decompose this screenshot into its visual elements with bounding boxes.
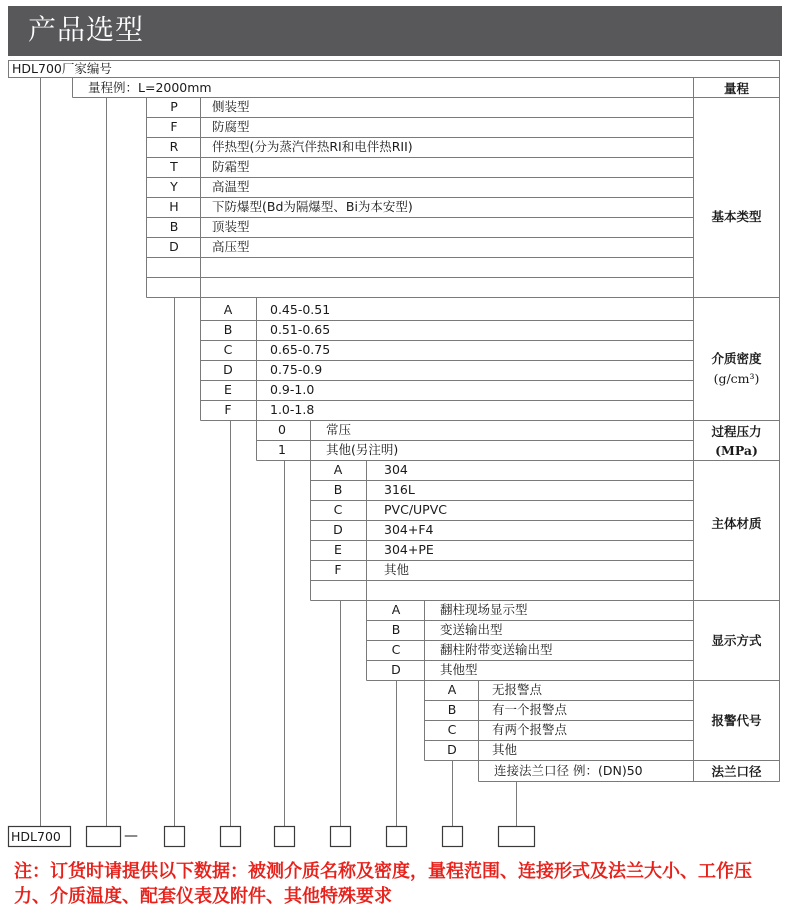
type-label: 高温型	[212, 179, 250, 194]
material-code: E	[334, 542, 342, 557]
flange-box	[499, 827, 535, 847]
type-code: D	[169, 239, 179, 254]
pressure-code: 0	[278, 422, 286, 437]
material-code: A	[333, 462, 343, 477]
type-code: B	[169, 219, 179, 234]
type-code: H	[169, 199, 179, 214]
density-right-label: 介质密度	[711, 351, 762, 366]
order-note: 注：订货时请提供以下数据：被测介质名称及密度，量程范围、连接形式及法兰大小、工作压力、介质温度、配套仪表及附件、其他特殊要求	[14, 861, 752, 907]
alarm-label: 无报警点	[492, 682, 543, 697]
alarm-code: C	[447, 722, 457, 737]
density-label: 0.51-0.65	[270, 322, 331, 337]
display-label: 其他型	[440, 662, 478, 677]
display-label: 翻柱现场显示型	[440, 602, 528, 617]
density-label: 0.65-0.75	[270, 342, 331, 357]
material-label: PVC/UPVC	[384, 502, 447, 517]
density-code: F	[224, 402, 232, 417]
material-code: C	[333, 502, 343, 517]
alarm-right-label: 报警代号	[711, 713, 762, 728]
density-label: 0.45-0.51	[270, 302, 331, 317]
density-code: C	[223, 342, 233, 357]
material-label: 316L	[384, 482, 415, 497]
type-label: 顶装型	[212, 219, 250, 234]
material-label: 其他	[384, 562, 410, 577]
type-code: R	[169, 139, 179, 154]
alarm-code: B	[447, 702, 457, 717]
density-label: 0.9-1.0	[270, 382, 315, 397]
density-code: B	[223, 322, 233, 337]
type-code: P	[170, 99, 178, 114]
pressure-unit-label: (MPa)	[715, 443, 758, 458]
type-label: 防腐型	[212, 119, 250, 134]
page-title: 产品选型	[28, 13, 145, 46]
material-code: D	[333, 522, 343, 537]
type-code: F	[170, 119, 178, 134]
type-box	[165, 827, 185, 847]
pressure-box	[275, 827, 295, 847]
type-label: 下防爆型(Bd为隔爆型、Bi为本安型)	[212, 199, 413, 214]
type-label: 防霜型	[212, 159, 250, 174]
material-code: F	[334, 562, 342, 577]
density-box	[221, 827, 241, 847]
alarm-box	[443, 827, 463, 847]
alarm-code: D	[447, 742, 457, 757]
density-label: 1.0-1.8	[270, 402, 315, 417]
type-code: Y	[170, 179, 178, 194]
pressure-label: 其他(另注明)	[326, 442, 399, 457]
type-label: 侧装型	[212, 99, 250, 114]
flange-right-label: 法兰口径	[711, 764, 762, 779]
flange-row-label: 连接法兰口径 例：(DN)50	[494, 763, 643, 778]
range-right-label: 量程	[723, 81, 749, 96]
display-right-label: 显示方式	[711, 633, 762, 648]
type-right-label: 基本类型	[711, 209, 762, 224]
type-label: 伴热型(分为蒸汽伴热RI和电伴热RII)	[212, 139, 413, 154]
display-code: D	[391, 662, 401, 677]
model-row-frame	[9, 61, 780, 78]
material-right-label: 主体材质	[711, 516, 762, 531]
density-code: E	[224, 382, 232, 397]
range-box	[87, 827, 121, 847]
material-label: 304+F4	[384, 522, 434, 537]
display-box	[387, 827, 407, 847]
density-label: 0.75-0.9	[270, 362, 323, 377]
type-label: 高压型	[212, 239, 250, 254]
material-label: 304	[384, 462, 408, 477]
model-row-label: HDL700厂家编号	[12, 61, 112, 76]
material-label: 304+PE	[384, 542, 434, 557]
pressure-right-label: 过程压力	[711, 424, 762, 439]
type-code: T	[170, 159, 178, 174]
display-code: B	[391, 622, 401, 637]
density-code: A	[223, 302, 233, 317]
alarm-label: 有两个报警点	[492, 722, 568, 737]
density-unit-label: (g/cm³)	[713, 371, 760, 386]
display-label: 变送输出型	[440, 622, 503, 637]
pressure-label: 常压	[326, 422, 352, 437]
range-dash: —	[124, 828, 138, 844]
material-code: B	[333, 482, 343, 497]
model-box-label: HDL700	[11, 829, 61, 844]
density-code: D	[223, 362, 233, 377]
range-row-label: 量程例：L=2000mm	[88, 80, 212, 95]
pressure-code: 1	[278, 442, 286, 457]
display-code: A	[391, 602, 401, 617]
display-code: C	[391, 642, 401, 657]
display-label: 翻柱附带变送输出型	[440, 642, 553, 657]
alarm-label: 其他	[492, 742, 518, 757]
material-box	[331, 827, 351, 847]
alarm-code: A	[447, 682, 457, 697]
alarm-label: 有一个报警点	[492, 702, 568, 717]
